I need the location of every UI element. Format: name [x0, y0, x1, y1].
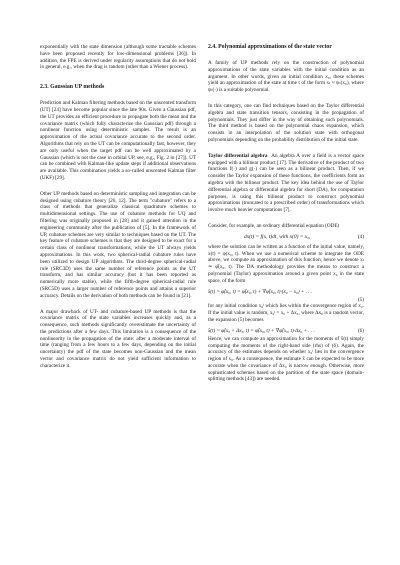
equation-6	[208, 327, 364, 335]
section-heading-polynomial: 2.4. Polynomial approximations of the state vector	[208, 44, 332, 50]
paragraph-polynomial-methods: In this category, one can find techniques based on the Taylor differential algebra and state transition tensors, consisting in the propagation of polynomials. They just differ in the way of obtaining such polynomials. The third method is based on the polynomial chaos expansion, which consists in an interpolation of the solution state with orthogonal polynomials depending on the probability distribution of the initial state.	[208, 102, 364, 143]
paragraph-unscented-transform: Prediction and Kalman filtering methods based on the unscented transform (UT) [24] have become popular since the late 90s. Given a Gaussian pdf, the UT provides an efficient procedure to propagate both the mean and the covariance matrix (which fully characterize the Gaussian pdf) through a nonlinear function using deterministic samples. The result is an approximation of the actual covariance accurate to the second order. Algorithms that rely on the UT can be computationally fast, however, they are only useful when the target pdf can be well approximated by a Gaussian (which is not the case in orbital UP, see, e.g., Fig. 2 in [27]). UT can be combined with Kalman-like update steps if additional observations are available. This combination yields a so-called unscented Kalman filter (UKF) [29].	[40, 100, 196, 181]
equation-5	[208, 288, 364, 296]
equation-5-number: (5)	[357, 296, 364, 303]
paragraph-after-eq5: for any initial condition x₀ʲ which lies within the convergence region of x₀. If the initial value is random, x₀ʲ = x₀ + Δx₀, where Δx₀ is a random vector, the expansion (5) becomes	[208, 303, 364, 323]
section-heading-gaussian-up: 2.3. Gaussian UP methods	[40, 84, 105, 91]
intro-paragraph: exponentially with the state dimension (although some tractable schemes have been proposed recently for low-dimensional problems [36]). In addition, the FPE is derived under regularity assumptions that do not hold in general, e.g., when the drag is random (other than a Wiener process).	[40, 44, 196, 71]
equation-6-body: x̂(t) = φ̂(x₀ + Δx₀, t) = φ̂(x₀, t) + ∇φ̂(x₀, t)·Δx₀ + . . .	[208, 327, 315, 334]
paragraph-polynomial-intro: A family of UP methods rely on the construction of polynomial approximations of the state variables with the initial condition as an argument. In other words, given an initial condition x₀, these schemes yield an approximation of the state at time t of the form xₜ ≈ ψₜ(x₀), where ψₜ(·) is a suitable polynomial.	[208, 60, 364, 94]
equation-4-number: (4)	[357, 233, 364, 240]
paragraph-taylor-da	[208, 153, 364, 214]
right-column	[208, 44, 364, 383]
paragraph-drawback: A major drawback of UT- and cubature-based UP methods is that the covariance matrix of the state variables increases quickly and, as a consequence, such methods significantly overestimate the uncertainty of the predictions after a few days. This limitation is a consequence of the nonlinearity in the propagation of the state: after a moderate interval of time (ranging from a few hours to a few days, depending on the initial uncertainty) the pdf of the state becomes non-Gaussian and the mean vector and covariance matrix do not yield sufficient information to characterize it.	[40, 308, 196, 369]
taylor-da-heading: Taylor differential algebra	[208, 152, 268, 159]
equation-6-number: (6)	[357, 327, 364, 334]
taylor-da-body: An algebra A over a field is a vector space equipped with a bilinear product [17]. The derivative of the product of two functions f(·) and g(·) can be seen as a bilinear product. Then, if we consider the Taylor expansion of these functions, the coefficients form an algebra with the bilinear product. The key idea behind the use of Taylor differential algebra or differential algebra for short (DA), for computation purposes, is using this bilinear product to construct polynomial approximations (truncated to a prescribed order) of transformations which involve much heavier computations [7].	[208, 152, 365, 214]
equation-4-body: dx(t) = f(x, t)dt, with x(0) = x₀,	[244, 233, 311, 240]
equation-4	[208, 233, 364, 241]
paragraph-after-eq4: where the solution can be written as a function of the initial value, namely, x(t) = φ(x₀, t). When we use a numerical scheme to integrate the ODE above, we compute an approximation of this function, hence we denote xₜ ≃ φ̂(x₀, t). The DA methodology provides the means to construct a polynomial (Taylor) approximation around a given point x₀ in the state space, of the form	[208, 243, 364, 284]
equation-5-body: x̂(t) = φ̂(x₀, t) = φ̂(x₀, t) + ∇φ̂(x₀, t)·(x₀ − x₀) + . . .	[208, 288, 313, 295]
paragraph-cubature: Other UP methods based on deterministic sampling and integration can be designed using cubature theory [26, 12]. The term "cubature" refers to a class of methods that generalize classical quadrature schemes to multidimensional settings. The use of cubature methods for UQ and filtering was originally proposed in [28] and it gained attention in the engineering community after the publication of [5]. In the framework of UP, cubature schemes are very similar to techniques based on the UT. The key feature of cubature schemes is that they are designed to be exact for a certain class of nonlinear transformations, while the UT always yields approximations. In this work, two spherical-radial cubature rules have been utilized to design UP algorithms. The third-degree spherical-radial rule (SRC3D) uses the same number of reference points as the UT transform, and has similar accuracy (but it has been reported as numerically more stable), while the fifth-degree spherical-radial rule (SRC5D) uses a larger number of reference points and attains a superior accuracy. Details on the derivation of both methods can be found in [21].	[40, 190, 196, 299]
paragraph-consider-ode: Consider, for example, an ordinary differential equation (ODE)	[208, 222, 340, 229]
left-column	[40, 44, 196, 370]
paragraph-after-eq6: Hence, we can compute an approximation for the moments of x̂(t) simply computing the moments of the right-hand side (rhs) of (6). Again, the accuracy of the estimates depends on whether x₀ʲ lies in the convergence region of x₀. As a consequence, the estimate x̂ can be expected to be more accurate when the covariance of Δx₀ is narrow enough. Otherwise, more sophisticated schemes based on the partition of the state space (domain-splitting methods [43]) are needed.	[208, 335, 364, 383]
